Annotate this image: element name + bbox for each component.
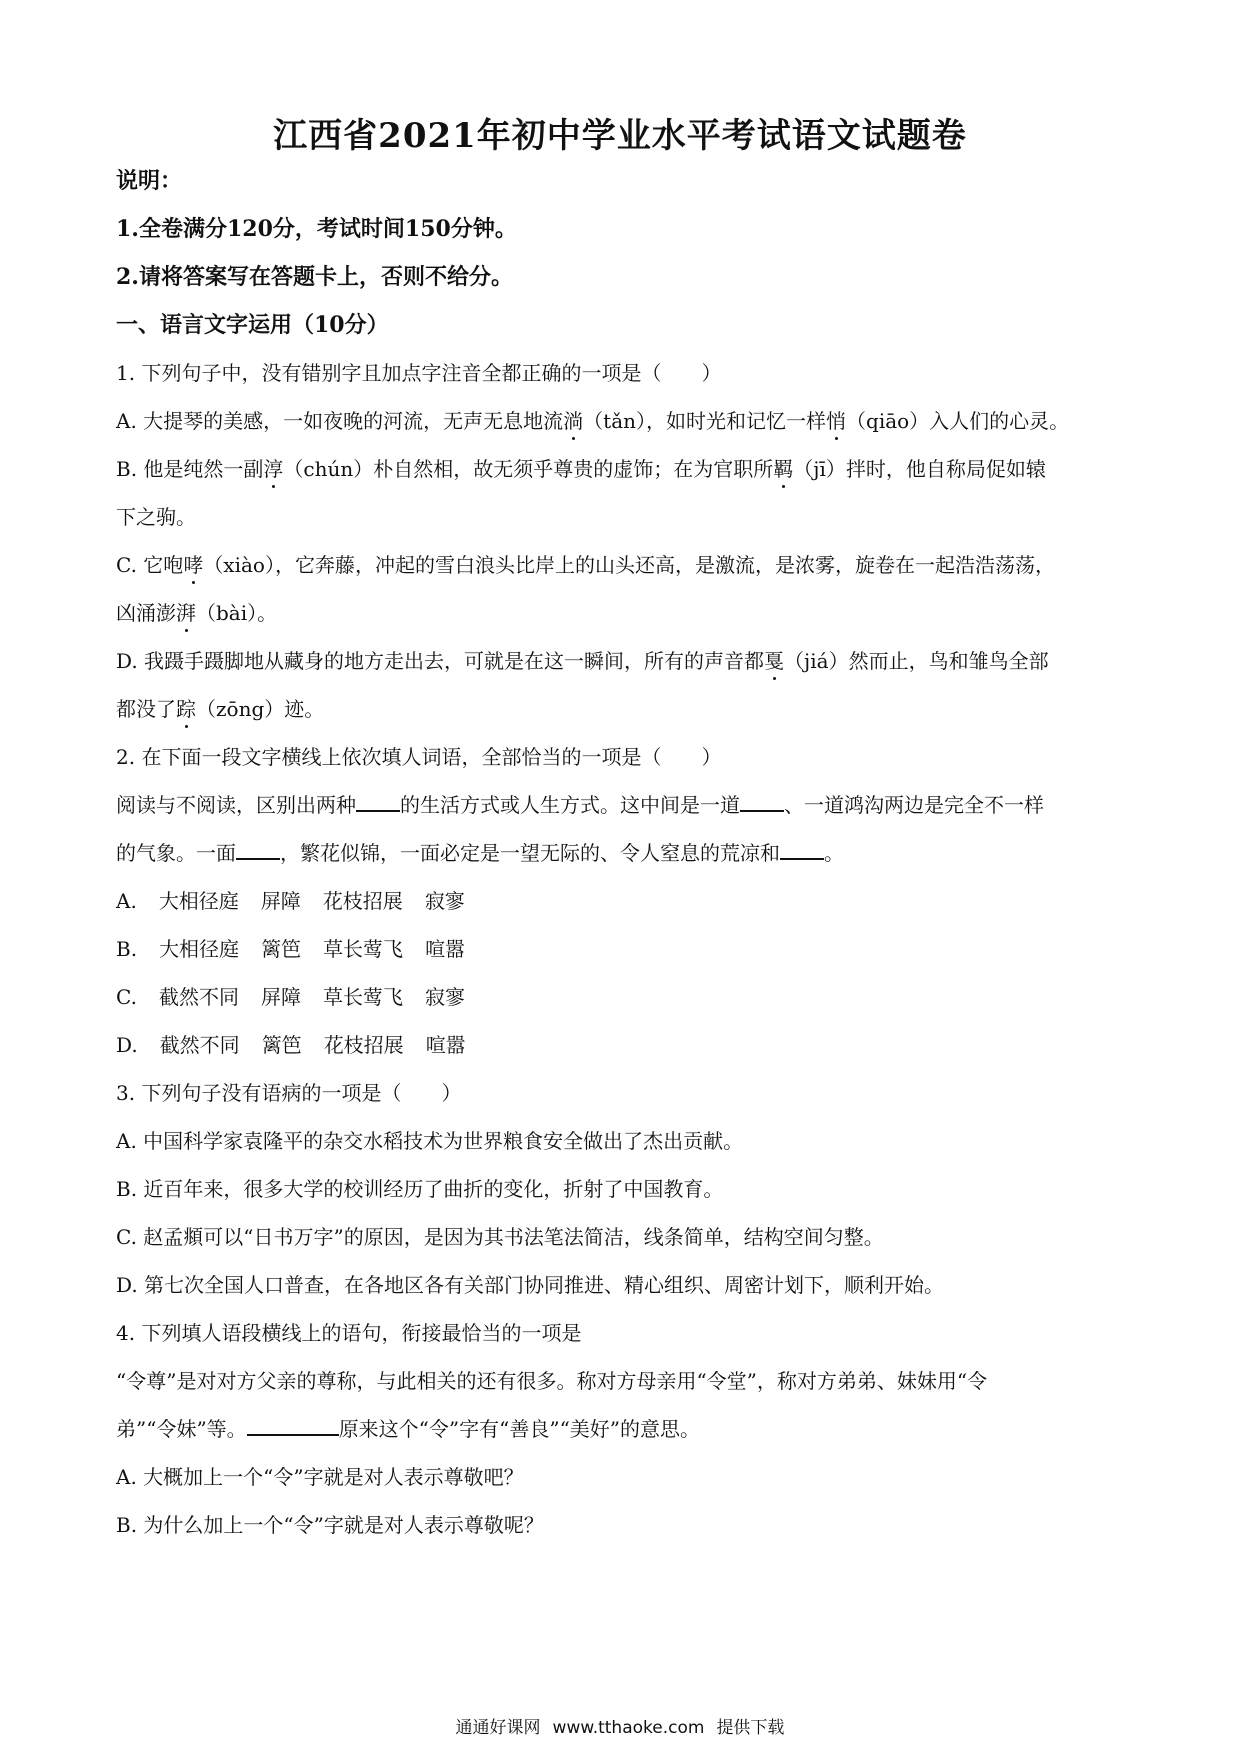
q4-stem: 4. 下列填人语段横线上的语句，衔接最恰当的一项是 <box>116 1321 582 1345</box>
text: 凶涌澎 <box>116 601 176 625</box>
q4-option-a: A. 大概加上一个“令”字就是对人表示尊敬吧？ <box>116 1465 524 1489</box>
blank-line <box>780 840 824 860</box>
text: （tǎn），如时光和记忆一样 <box>583 409 827 433</box>
page-footer <box>0 1713 1240 1738</box>
text: 阅读与不阅读，区别出两种 <box>116 793 356 817</box>
q3-option-c: C. 赵孟頫可以“日书万字”的原因，是因为其书法笔法简洁，线条简单，结构空间匀整。 <box>116 1225 884 1249</box>
page-title: 江西省2021年初中学业水平考试语文试题卷 <box>273 116 967 156</box>
option-word: 喧嚣 <box>425 1033 466 1057</box>
text: 原来这个“令”字有“善良”“美好”的意思。 <box>338 1417 701 1441</box>
option-word: 草长莺飞 <box>322 985 403 1009</box>
option-word: 屏障 <box>260 985 301 1009</box>
exam-content <box>116 168 1136 1560</box>
q1-option-d-cont <box>116 696 1136 722</box>
q4-option-b: B. 为什么加上一个“令”字就是对人表示尊敬呢？ <box>116 1513 544 1537</box>
q2-option-b <box>116 936 1136 962</box>
instruction-item: 2.请将答案写在答题卡上，否则不给分。 <box>116 264 513 290</box>
section-heading: 一、语言文字运用（10分） <box>116 312 389 338</box>
q1-option-c <box>116 552 1136 578</box>
option-word: 篱笆 <box>261 1033 302 1057</box>
q1-option-b-cont: 下之驹。 <box>116 505 196 529</box>
dotted-char: 戛 <box>764 649 785 673</box>
option-word: 喧嚣 <box>425 937 466 961</box>
option-label: C. <box>116 985 137 1009</box>
q3-option-d: D. 第七次全国人口普查，在各地区各有关部门协同推进、精心组织、周密计划下，顺利开始。 <box>116 1273 945 1297</box>
dotted-char: 湃 <box>176 601 196 625</box>
q4-passage-line <box>116 1416 1136 1442</box>
footer-url[interactable]: www.tthaoke.com <box>552 1718 705 1738</box>
text: （jī）拌时，他自称局促如辕 <box>793 457 1046 481</box>
q1-stem: 1. 下列句子中，没有错别字且加点字注音全都正确的一项是（ ） <box>116 361 722 385</box>
q2-stem: 2. 在下面一段文字横线上依次填人词语，全部恰当的一项是（ ） <box>116 745 722 769</box>
option-label: D. <box>116 1033 138 1057</box>
text: ，繁花似锦，一面必定是一望无际的、令人窒息的荒凉和 <box>280 841 780 865</box>
q2-option-a <box>116 888 1136 914</box>
dotted-char: 悄 <box>826 409 847 433</box>
dotted-char: 哮 <box>183 553 204 577</box>
text: （bài）。 <box>196 601 278 625</box>
q2-option-d <box>116 1032 1136 1058</box>
option-word: 篱笆 <box>261 937 302 961</box>
text: 弟”“令妹”等。 <box>116 1417 247 1441</box>
text: C. 它咆 <box>116 553 184 577</box>
dotted-char: 淳 <box>263 457 284 481</box>
option-word: 花枝招展 <box>322 889 403 913</box>
q3-option-b: B. 近百年来，很多大学的校训经历了曲折的变化，折射了中国教育。 <box>116 1177 724 1201</box>
option-word: 屏障 <box>260 889 301 913</box>
option-word: 截然不同 <box>158 985 239 1009</box>
blank-line <box>356 792 400 812</box>
option-word: 草长莺飞 <box>323 937 404 961</box>
blank-line <box>740 792 784 812</box>
option-word: 大相径庭 <box>158 889 239 913</box>
dotted-char: 踪 <box>176 697 196 721</box>
q2-option-c <box>116 984 1136 1010</box>
option-word: 花枝招展 <box>323 1033 404 1057</box>
q4-passage-line: “令尊”是对对方父亲的尊称，与此相关的还有很多。称对方母亲用“令堂”，称对方弟弟、妹妹用“令 <box>116 1369 988 1393</box>
q1-option-c-cont <box>116 600 1136 626</box>
option-word: 大相径庭 <box>159 937 240 961</box>
instructions-heading: 说明： <box>116 168 183 194</box>
footer-site: 通通好课网 <box>455 1718 541 1738</box>
text: 的气象。一面 <box>116 841 236 865</box>
blank-line <box>247 1416 339 1436</box>
q3-option-a: A. 中国科学家袁隆平的杂交水稻技术为世界粮食安全做出了杰出贡献。 <box>116 1129 744 1153</box>
option-word: 寂寥 <box>424 985 465 1009</box>
text: （qiāo）入人们的心灵。 <box>846 409 1070 433</box>
option-label: A. <box>116 889 137 913</box>
option-word: 寂寥 <box>424 889 465 913</box>
q2-passage-line <box>116 792 1136 818</box>
text: A. 大提琴的美感，一如夜晚的河流，无声无息地流 <box>116 409 564 433</box>
text: 都没了 <box>116 697 176 721</box>
instruction-item: 1.全卷满分120分，考试时间150分钟。 <box>116 216 517 242</box>
text: B. 他是纯然一副 <box>116 457 264 481</box>
option-label: B. <box>116 937 138 961</box>
blank-line <box>236 840 280 860</box>
text: 的生活方式或人生方式。这中间是一道 <box>400 793 740 817</box>
text: D. 我蹑手蹑脚地从藏身的地方走出去，可就是在这一瞬间，所有的声音都 <box>116 649 765 673</box>
text: （zōng）迹。 <box>196 697 325 721</box>
q2-passage-line <box>116 840 1136 866</box>
text: 。 <box>824 841 844 865</box>
footer-note: 提供下载 <box>716 1718 785 1738</box>
text: （chún）朴自然相，故无须乎尊贵的虚饰；在为官职所 <box>283 457 774 481</box>
q1-option-b <box>116 456 1136 482</box>
text: （xiào），它奔藤，冲起的雪白浪头比岸上的山头还高，是激流，是浓雾，旋卷在一起浩浩荡荡， <box>203 553 1055 577</box>
text: （jiá）然而止，鸟和雏鸟全部 <box>784 649 1049 673</box>
dotted-char: 羁 <box>773 457 794 481</box>
option-word: 截然不同 <box>159 1033 240 1057</box>
q1-option-a <box>116 408 1136 434</box>
q1-option-d <box>116 648 1136 674</box>
q3-stem: 3. 下列句子没有语病的一项是（ ） <box>116 1081 462 1105</box>
dotted-char: 淌 <box>563 409 584 433</box>
text: 、一道鸿沟两边是完全不一样 <box>784 793 1044 817</box>
